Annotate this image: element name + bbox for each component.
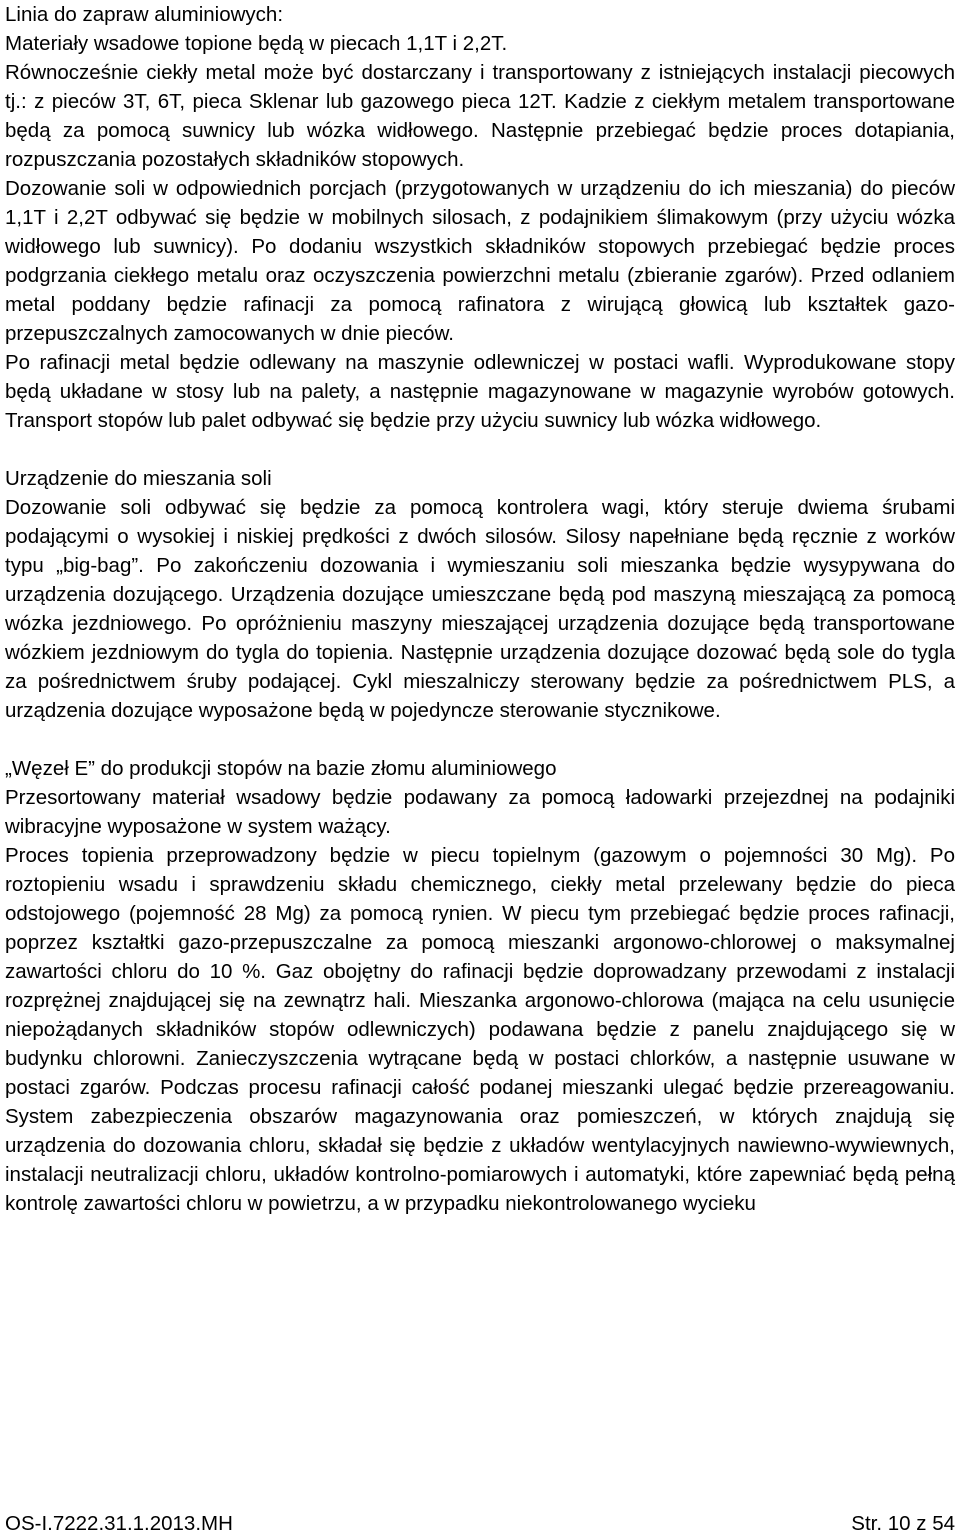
- page-number: Str. 10 z 54: [851, 1512, 955, 1535]
- paragraph: Równocześnie ciekły metal może być dostarczany i transportowany z istniejących instalacji piecowych tj.: z pieców 3T, 6T, pieca Sklenar lub gazowego pieca 12T. Kadzie z ciekłym metalem transportowane będą za pomocą suwnicy lub wózka widłowego. Następnie przebiegać będzie proces dotapiania, rozpuszczania pozostałych składników stopowych.: [5, 61, 955, 171]
- section-heading-aluminium-line: Linia do zapraw aluminiowych:: [5, 3, 284, 26]
- paragraph: Proces topienia przeprowadzony będzie w piecu topielnym (gazowym o pojemności 30 Mg). Po roztopieniu wsadu i sprawdzeniu składu chemicznego, ciekły metal przelewany będzie do pieca odstojowego (pojemność 28 Mg) za pomocą rynien. W piecu tym przebiegać będzie proces rafinacji, poprzez kształtki gazo-przepuszczalne za pomocą mieszanki argonowo-chlorowej o maksymalnej zawartości chloru do 10 %. Gaz obojętny do rafinacji będzie doprowadzany przewodami z instalacji rozprężnej znajdującej się na zewnątrz hali. Mieszanka argonowo-chlorowa (mająca na celu usunięcie niepożądanych składników stopów odlewniczych) podawana będzie z panelu znajdującego się w budynku chlorowni. Zanieczyszczenia wytrącane będą w postaci chlorków, a następnie usuwane w postaci zgarów. Podczas procesu rafinacji całość podanej mieszanki ulegać będzie przereagowaniu. System zabezpieczenia obszarów magazynowania oraz pomieszczeń, w których znajdują się urządzenia do dozowania chloru, składał się będzie z układów wentylacyjnych nawiewno-wywiewnych, instalacji neutralizacji chloru, układów kontrolno-pomiarowych i automatyki, które zapewniać będą pełną kontrolę zawartości chloru w powietrzu, a w przypadku niekontrolowanego wycieku: [5, 844, 955, 1215]
- document-reference: OS-I.7222.31.1.2013.MH: [5, 1512, 233, 1535]
- paragraph-gap: [5, 435, 955, 464]
- section-heading-salt-mixer: Urządzenie do mieszania soli: [5, 467, 272, 490]
- paragraph: Po rafinacji metal będzie odlewany na maszynie odlewniczej w postaci wafli. Wyprodukowane stopy będą układane w stosy lub na palety, a następnie magazynowane w magazynie wyrobów gotowych. Transport stopów lub palet odbywać się będzie przy użyciu suwnicy lub wózka widłowego.: [5, 351, 955, 432]
- paragraph: Dozowanie soli w odpowiednich porcjach (przygotowanych w urządzeniu do ich mieszania) do pieców 1,1T i 2,2T odbywać się będzie w mobilnych silosach, z podajnikiem ślimakowym (przy użyciu wózka widłowego lub suwnicy). Po dodaniu wszystkich składników stopowych przebiegać będzie proces podgrzania ciekłego metalu oraz oczyszczenia powierzchni metalu (zbieranie zgarów). Przed odlaniem metal poddany będzie rafinacji za pomocą rafinatora z wirującą głowicą lub kształtek gazo-przepuszczalnych zamocowanych w dnie pieców.: [5, 177, 955, 345]
- paragraph-gap: [5, 725, 955, 754]
- document-page: [5, 0, 955, 1218]
- paragraph: Przesortowany materiał wsadowy będzie podawany za pomocą ładowarki przejezdnej na podajniki wibracyjne wyposażone w system ważący.: [5, 786, 955, 838]
- paragraph: Dozowanie soli odbywać się będzie za pomocą kontrolera wagi, który steruje dwiema śrubami podającymi o wysokiej i niskiej prędkości z dwóch silosów. Silosy napełniane będą ręcznie z worków typu „big-bag”. Po zakończeniu dozowania i wymieszaniu soli mieszanka będzie wysypywana do urządzenia dozującego. Urządzenia dozujące umieszczane będą pod maszyną mieszającą za pomocą wózka jezdniowego. Po opróżnieniu maszyny mieszającej urządzenia dozujące będą transportowane wózkiem jezdniowym do tygla do topienia. Następnie urządzenia dozujące dozować będą sole do tygla za pośrednictwem śruby podającej. Cykl mieszalniczy sterowany będzie za pośrednictwem PLS, a urządzenia dozujące wyposażone będą w pojedyncze sterowanie stycznikowe.: [5, 496, 955, 722]
- page-footer: [5, 1510, 955, 1537]
- section-heading-node-e: „Węzeł E” do produkcji stopów na bazie złomu aluminiowego: [5, 757, 557, 780]
- paragraph: Materiały wsadowe topione będą w piecach 1,1T i 2,2T.: [5, 32, 508, 55]
